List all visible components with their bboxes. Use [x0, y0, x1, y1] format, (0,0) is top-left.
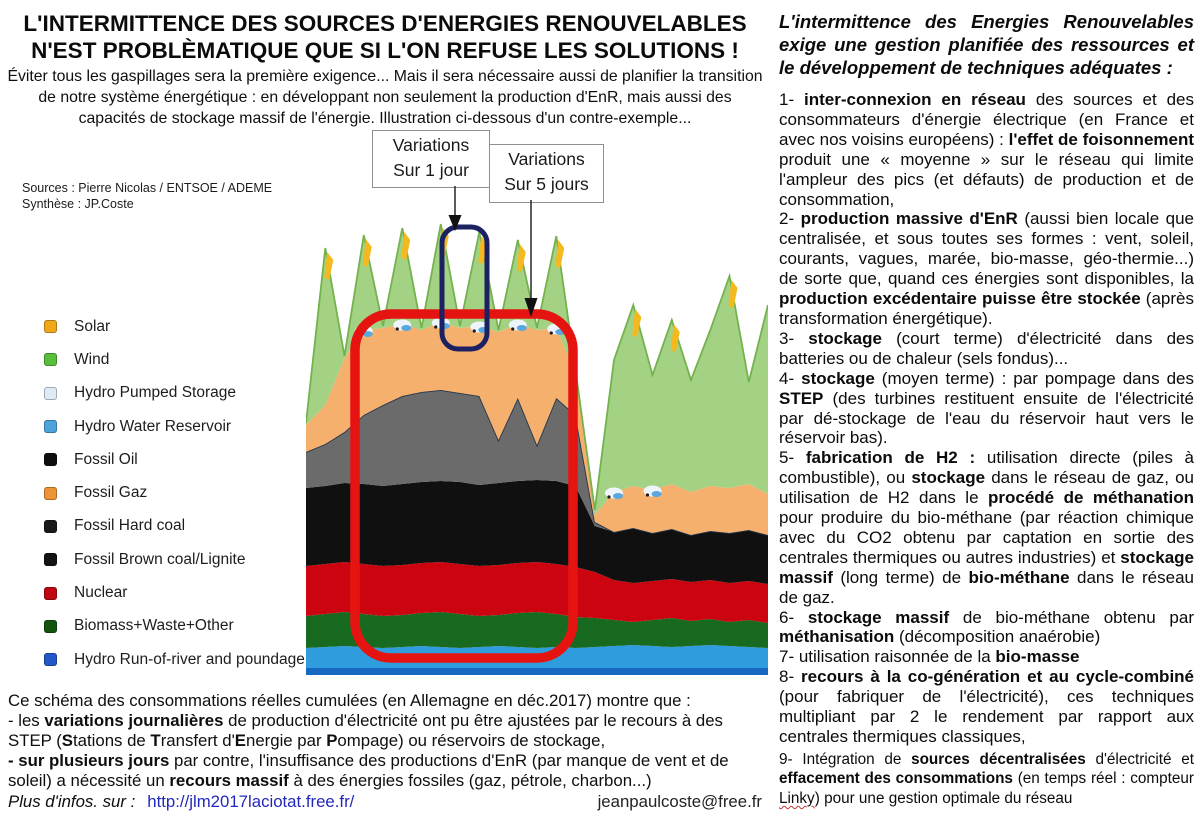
text-segment: P: [326, 731, 338, 750]
legend-item: [44, 643, 305, 676]
text-segment: T: [150, 731, 161, 750]
text-segment: procédé de méthanation: [988, 488, 1194, 508]
text-segment: (court terme) d'électricité dans des batteries ou de chaleur (sels fondus)...: [779, 328, 1194, 368]
right-item: [779, 209, 1194, 328]
legend-label: Hydro Water Reservoir: [74, 417, 232, 435]
arrow-down-1day-icon: [447, 186, 463, 232]
right-heading: L'intermittence des Energies Renouvelables exige une gestion planifiée des ressources et le développement de techniques adéquates :: [779, 11, 1194, 78]
contact-email: jeanpaulcoste@free.fr: [597, 792, 762, 811]
synthesis-line: Synthèse : JP.Coste: [22, 197, 134, 211]
legend-item: [44, 410, 305, 443]
text-segment: E: [234, 731, 246, 750]
legend-item: [44, 310, 305, 343]
legend-label: Hydro Run-of-river and poundage: [74, 650, 305, 668]
legend-swatch-icon: [44, 453, 57, 466]
hydro-reservoir-speck-icon: [401, 325, 411, 331]
text-segment: ompage) ou réservoirs de stockage,: [337, 731, 606, 750]
text-segment: par contre, l'insuffisance des productions d'EnR (par manque de vent et de soleil) a nécessité un: [8, 751, 729, 790]
speck-dot-icon: [511, 327, 514, 330]
title-line-2: N'EST PROBLÈMATIQUE QUE SI L'ON REFUSE LES SOLUTIONS !: [31, 38, 739, 63]
text-segment: STEP: [779, 388, 824, 408]
text-segment: stockage massif: [807, 607, 950, 627]
right-column: [779, 10, 1194, 808]
text-segment: effacement des consommations: [779, 770, 1013, 788]
text-segment: des sources et des consommateurs d'énergie électrique (en France et avec nos voisins européens) :: [779, 90, 1194, 149]
text-segment: 5-: [779, 448, 806, 468]
legend-item: [44, 443, 305, 476]
legend-label: Solar: [74, 317, 111, 335]
text-segment: d'électricité et: [1085, 750, 1195, 768]
text-segment: stockage massif: [779, 547, 1194, 587]
caption-line-3: [8, 751, 752, 791]
legend-label: Nuclear: [74, 584, 128, 602]
text-segment: pour produire du bio-méthane (par réaction chimique avec du CO2 obtenu par captation en sortie des centrales thermiques ou autres industries) et: [779, 508, 1194, 567]
text-segment: - sur plusieurs jours: [8, 751, 170, 770]
sources-line: Sources : Pierre Nicolas / ENTSOE / ADEME: [22, 181, 273, 195]
text-segment: sources décentralisées: [911, 750, 1086, 768]
text-segment: 8-: [779, 667, 802, 687]
text-segment: stockage: [911, 468, 986, 488]
text-segment: de production d'électricité ont pu être ajustées par le recours à des STEP (: [8, 711, 723, 750]
legend-swatch-icon: [44, 520, 57, 533]
callout-variations-1day: [372, 130, 490, 188]
text-segment: à des énergies fossiles (gaz, pétrole, charbon...): [288, 771, 652, 790]
text-segment: 1-: [779, 90, 804, 109]
title-line-1: L'INTERMITTENCE DES SOURCES D'ENERGIES RENOUVELABLES: [23, 11, 747, 36]
legend-item: [44, 610, 305, 643]
text-segment: (aussi bien locale que centralisée, et sous toutes ses formes : vent, soleil, courants, vagues, marée, bio-masse, géo-thermie...) de sorte que, quand ces énergies sont disponibles, la: [779, 209, 1194, 289]
text-segment: (après transformation énergétique).: [779, 289, 1194, 328]
text-segment: (des turbines restituent ensuite de l'électricité par dé-stockage de l'eau du réservoir haut vers le réservoir bas).: [779, 388, 1194, 448]
text-segment: 4-: [779, 368, 802, 388]
right-item: [779, 750, 1194, 809]
text-segment: 7- utilisation raisonnée de la: [779, 647, 996, 667]
caption-line-2: [8, 711, 752, 751]
right-item: [779, 329, 1194, 369]
more-info-label: Plus d'infos. sur :: [8, 792, 136, 811]
speck-dot-icon: [473, 329, 476, 332]
callout-1day-line1: Variations: [392, 135, 470, 155]
legend-swatch-icon: [44, 353, 57, 366]
callout-1day-line2: Sur 1 jour: [393, 160, 469, 180]
legend-swatch-icon: [44, 420, 57, 433]
hydro-reservoir-speck-icon: [652, 491, 662, 497]
text-segment: recours massif: [169, 771, 289, 790]
external-link[interactable]: http://jlm2017laciotat.free.fr/: [147, 792, 355, 811]
text-segment: tations de: [72, 731, 151, 750]
legend-item: [44, 476, 305, 509]
legend-label: Wind: [74, 350, 110, 368]
text-segment: - les: [8, 711, 45, 730]
callout-variations-5days: [489, 144, 604, 203]
text-segment: 2-: [779, 209, 801, 229]
legend-label: Fossil Brown coal/Lignite: [74, 550, 246, 568]
text-segment: bio-masse: [995, 647, 1080, 667]
text-segment: 6-: [779, 607, 808, 627]
page-title: [0, 10, 770, 64]
text-segment: production massive d'EnR: [800, 209, 1018, 229]
text-segment: Linky: [779, 789, 815, 807]
right-item: [779, 608, 1194, 648]
speck-dot-icon: [607, 495, 610, 498]
right-item: [779, 90, 1194, 209]
text-segment: fabrication de H2 :: [805, 448, 976, 468]
sources-note: [22, 180, 272, 212]
text-segment: nergie par: [245, 731, 327, 750]
intro-text: Éviter tous les gaspillages sera la première exigence... Mais il sera nécessaire aussi de planifier la transition de notre système énergétique : en développant non seulement la production d'EnR, mais aussi des capacités de stockage massif de l'énergie. Illustration ci-dessous d'un contre-exemple...: [7, 68, 763, 127]
legend-swatch-icon: [44, 320, 57, 333]
speck-dot-icon: [646, 493, 649, 496]
text-segment: dans le réseau de gaz, ou utilisation de H2 dans le: [779, 468, 1194, 508]
text-segment: ) pour une gestion optimale du réseau: [814, 789, 1073, 807]
speck-dot-icon: [434, 325, 437, 328]
text-segment: méthanisation: [779, 627, 895, 647]
text-segment: 9- Intégration de: [779, 750, 912, 768]
text-segment: bio-méthane: [968, 567, 1070, 587]
arrow-down-5days-icon: [523, 200, 539, 318]
legend-swatch-icon: [44, 620, 57, 633]
text-segment: de bio-méthane obtenu par: [949, 607, 1195, 627]
legend-item: [44, 510, 305, 543]
caption-line-1: [8, 691, 752, 711]
legend-item: [44, 576, 305, 609]
chart-bottom-strip: [306, 668, 768, 675]
legend-label: Fossil Hard coal: [74, 517, 186, 535]
text-segment: ransfert d': [160, 731, 235, 750]
text-segment: recours à la co-génération et au cycle-combiné: [801, 667, 1195, 687]
callout-5days-line1: Variations: [508, 149, 585, 169]
right-item: [779, 647, 1194, 667]
footer-row: [8, 792, 764, 812]
text-segment: stockage: [808, 328, 882, 348]
text-segment: S: [61, 731, 73, 750]
text-segment: l'effet de foisonnement: [1008, 129, 1195, 149]
legend-label: Biomass+Waste+Other: [74, 617, 234, 635]
legend-label: Fossil Oil: [74, 450, 138, 468]
text-segment: inter-connexion en réseau: [804, 90, 1026, 109]
legend-item: [44, 377, 305, 410]
text-segment: utilisation directe (piles à combustible), ou: [779, 448, 1194, 488]
legend-item: [44, 543, 305, 576]
text-segment: stockage: [801, 368, 875, 388]
legend-swatch-icon: [44, 387, 57, 400]
text-segment: (pour fabriquer de l'électricité), ces techniques multipliant par 2 le rendement par rapport aux centrales thermiques classiques,: [779, 687, 1194, 746]
text-segment: (en temps réel : compteur: [1012, 770, 1194, 788]
hydro-reservoir-speck-icon: [613, 493, 623, 499]
legend-swatch-icon: [44, 553, 57, 566]
chart-legend: [44, 310, 305, 676]
text-segment: (décomposition anaérobie): [894, 627, 1101, 647]
text-segment: (long terme) de: [832, 567, 969, 587]
hydro-reservoir-speck-icon: [517, 325, 527, 331]
speck-dot-icon: [550, 331, 553, 334]
legend-label: Fossil Gaz: [74, 484, 148, 502]
text-segment: Ce schéma des consommations réelles cumulées (en Allemagne en déc.2017) montre que :: [8, 691, 691, 710]
right-item: [779, 448, 1194, 607]
legend-swatch-icon: [44, 587, 57, 600]
right-items: [779, 90, 1194, 808]
text-segment: dans le réseau de gaz.: [779, 567, 1194, 607]
text-segment: (moyen terme) : par pompage dans des: [874, 368, 1194, 388]
legend-swatch-icon: [44, 487, 57, 500]
legend-swatch-icon: [44, 653, 57, 666]
text-segment: 3-: [779, 328, 809, 348]
text-segment: production excédentaire puisse être stockée: [779, 289, 1141, 309]
chart-caption: [8, 691, 762, 812]
text-segment: produit une « moyenne » sur le réseau qui limite l'ampleur des pics (et défauts) de production et de consommation,: [779, 149, 1194, 209]
legend-label: Hydro Pumped Storage: [74, 384, 236, 402]
callout-5days-line2: Sur 5 jours: [504, 174, 589, 194]
legend-item: [44, 343, 305, 376]
right-item: [779, 667, 1194, 747]
right-item: [779, 369, 1194, 449]
text-segment: variations journalières: [44, 711, 224, 730]
speck-dot-icon: [396, 327, 399, 330]
